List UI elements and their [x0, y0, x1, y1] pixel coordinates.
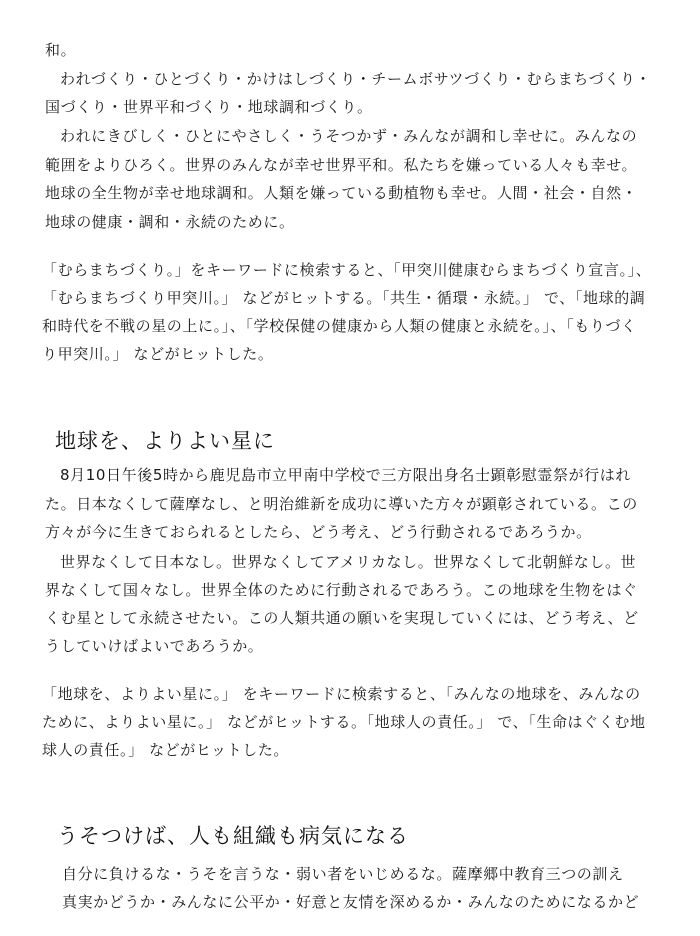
paragraph-line: 和。	[45, 41, 77, 59]
search-result-line: 「むらまちづくり甲突川。」 などがヒットする。「共生・循環・永続。」 で、「地球的調	[42, 289, 646, 307]
search-result-line: 「地球を、よりよい星に。」 をキーワードに検索すると、「みんなの地球を、みんなの	[42, 685, 641, 703]
paragraph-line: 界なくして国々なし。世界全体のために行動されるであろう。この地球を生物をはぐ	[45, 581, 638, 599]
search-result-line: り甲突川。」 などがヒットした。	[42, 345, 274, 363]
paragraph-line: 地球の全生物が幸せ地球調和。人類を嫌っている動植物も幸せ。人間・社会・自然・	[45, 184, 638, 202]
paragraph-line: 方々が今に生きておられるとしたら、どう考え、どう行動されるであろうか。	[45, 523, 592, 541]
section-heading: 地球を、よりよい星に	[55, 429, 275, 453]
paragraph-line: くむ星として永続させたい。この人類共通の願いを実現していくには、どう考え、ど	[45, 609, 639, 627]
paragraph-line: 8月10日午後5時から鹿児島市立甲南中学校で三方限出身名士顕彰慰霊祭が行はれ	[60, 466, 631, 484]
paragraph-line: 真実かどうか・みんなに公平か・好意と友情を深めるか・みんなのためになるかど	[62, 893, 640, 911]
paragraph-line: た。日本なくして薩摩なし、と明治維新を成功に導いた方々が顕彰されている。この	[45, 495, 638, 513]
search-result-line: 和時代を不戦の星の上に。」、「学校保健の健康から人類の健康と永続を。」、「もりづく	[42, 317, 637, 335]
search-result-line: ために、よりよい星に。」 などがヒットする。「地球人の責任。」 で、「生命はぐくむ地	[42, 713, 646, 731]
paragraph-line: 世界なくして日本なし。世界なくしてアメリカなし。世界なくして北朝鮮なし。世	[60, 553, 637, 571]
paragraph-line: 地球の健康・調和・永続のために。	[45, 213, 295, 231]
paragraph-line: うしていけばよいであろうか。	[45, 637, 264, 655]
paragraph-line: われづくり・ひとづくり・かけはしづくり・チームボサツづくり・むらまちづくり・	[60, 70, 652, 88]
search-result-line: 「むらまちづくり。」をキーワードに検索すると、「甲突川健康むらまちづくり宣言。」、	[42, 261, 652, 279]
paragraph-line: 範囲をよりひろく。世界のみんなが幸せ世界平和。私たちを嫌っている人々も幸せ。	[45, 156, 638, 174]
paragraph-line: 国づくり・世界平和づくり・地球調和づくり。	[45, 98, 373, 116]
paragraph-line: 自分に負けるな・うそを言うな・弱い者をいじめるな。薩摩郷中教育三つの訓え	[62, 865, 624, 883]
paragraph-line: われにきびしく・ひとにやさしく・うそつかず・みんなが調和し幸せに。みんなの	[60, 127, 638, 145]
search-result-line: 球人の責任。」 などがヒットした。	[42, 741, 290, 759]
section-heading: うそつけば、人も組織も病気になる	[57, 824, 409, 848]
